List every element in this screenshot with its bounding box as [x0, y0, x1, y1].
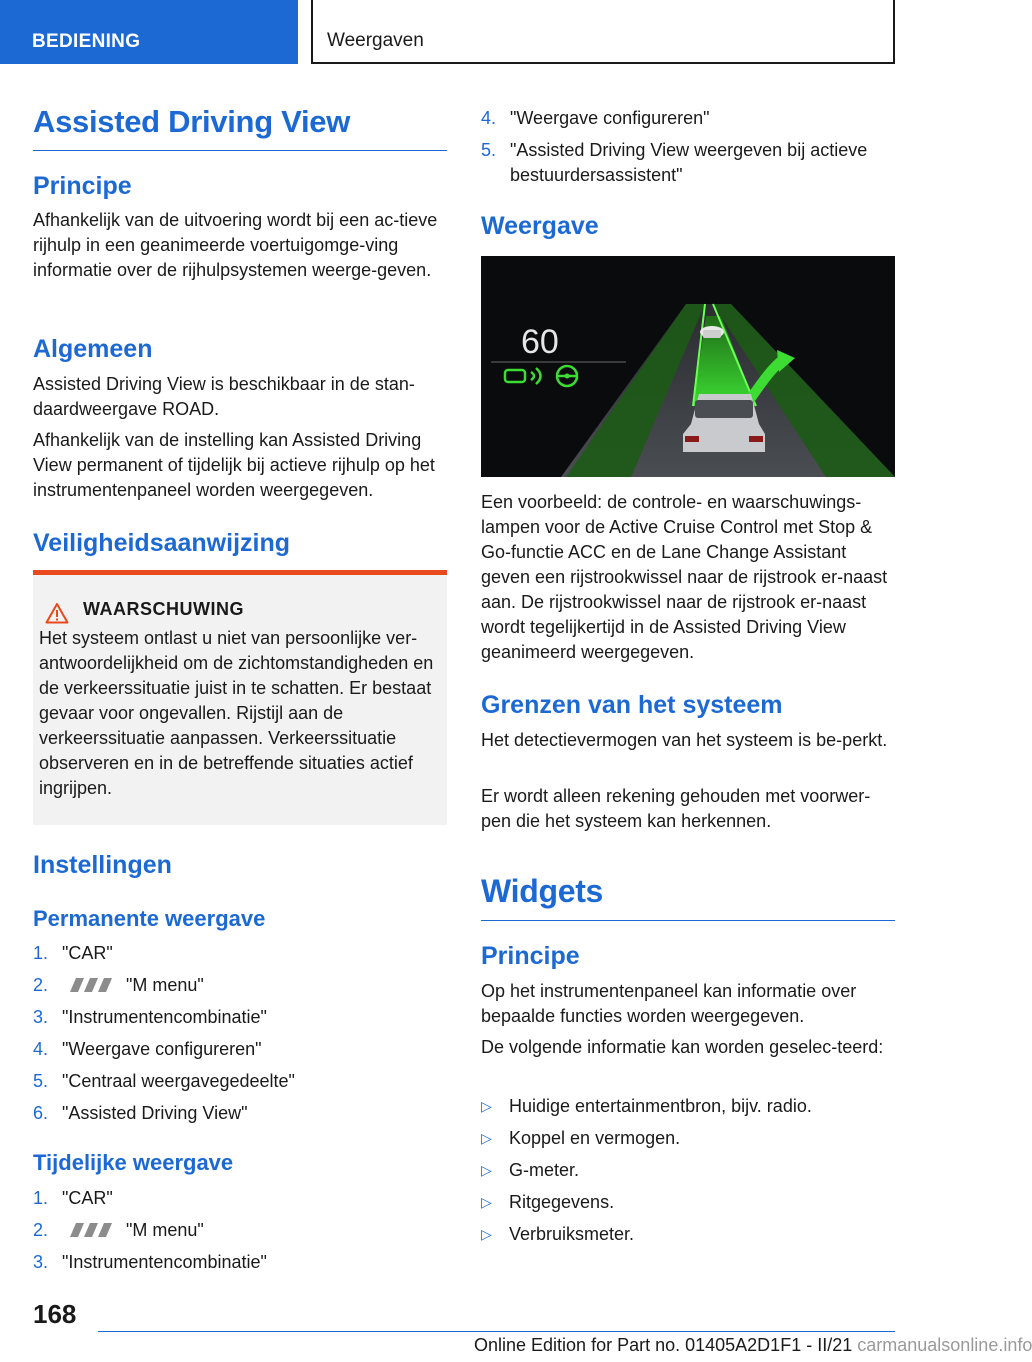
list-item	[33, 941, 447, 966]
tijdelijk-steps-list-continued	[481, 106, 895, 195]
chapter-tab: Weergaven	[311, 0, 895, 64]
weergave-heading: Weergave	[481, 212, 599, 240]
instellingen-heading: Instellingen	[33, 851, 172, 879]
warning-box	[33, 570, 447, 825]
m-menu-icon	[62, 1223, 116, 1237]
widgets-principe-heading: Principe	[481, 942, 580, 970]
page-number: 168	[33, 1299, 77, 1329]
list-item	[481, 138, 895, 188]
permanente-weergave-heading: Permanente weergave	[33, 906, 266, 931]
m-menu-icon	[62, 978, 116, 992]
footer-divider	[98, 1331, 895, 1332]
assisted-driving-view-figure	[481, 256, 895, 477]
step-text: "M menu"	[126, 1220, 204, 1240]
list-item-text: Koppel en vermogen.	[509, 1128, 681, 1148]
tijdelijk-steps-list	[33, 1186, 447, 1282]
step-text: "Assisted Driving View"	[62, 1103, 248, 1123]
algemeen-text-2: Afhankelijk van de instelling kan Assisted Driving View permanent of tijdelijk bij actieve rijhulp op het instrumentenpaneel worden weergegeven.	[33, 430, 435, 500]
bullet-triangle-icon: ▷	[481, 1226, 492, 1242]
list-item-text: Verbruiksmeter.	[509, 1224, 635, 1244]
algemeen-text-1: Assisted Driving View is beschikbaar in de stan-daardweergave ROAD.	[33, 374, 415, 419]
step-text: "M menu"	[126, 975, 204, 995]
list-item	[33, 1250, 447, 1275]
list-item	[33, 1037, 447, 1062]
widgets-list	[481, 1094, 895, 1254]
step-text: "Assisted Driving View weergeven bij actieve bestuurdersassistent"	[510, 140, 868, 185]
list-item	[33, 1069, 447, 1094]
step-number: 4.	[481, 108, 497, 128]
step-text: "Weergave configureren"	[62, 1039, 262, 1059]
cluster-illustration	[481, 256, 895, 477]
step-text: "Centraal weergavegedeelte"	[62, 1071, 295, 1091]
widgets-title: Widgets	[481, 873, 895, 921]
algemeen-heading: Algemeen	[33, 335, 153, 363]
step-text: "CAR"	[62, 943, 113, 963]
step-number: 1.	[33, 1188, 49, 1208]
warning-text: Het systeem ontlast u niet van persoonlijke ver-antwoordelijkheid om de zichtomstandigheden en de verkeerssituatie juist in te schatten. Er bestaat gevaar voor ongevallen. Rijstijl aan de verkeerssituatie aanpassen. Verkeerssituatie observeren en in de betreffende situaties actief ingrijpen.	[39, 628, 434, 798]
list-item-text: Ritgegevens.	[509, 1192, 615, 1212]
step-text: "Instrumentencombinatie"	[62, 1007, 267, 1027]
bullet-triangle-icon: ▷	[481, 1162, 492, 1178]
widgets-text-2: De volgende informatie kan worden geselec-teerd:	[481, 1037, 884, 1057]
step-number: 1.	[33, 943, 49, 963]
step-number: 3.	[33, 1007, 49, 1027]
list-item-text: Huidige entertainmentbron, bijv. radio.	[509, 1096, 812, 1116]
bullet-triangle-icon: ▷	[481, 1130, 492, 1146]
edition-text: Online Edition for Part no. 01405A2D1F1 - II/21	[474, 1335, 853, 1355]
list-item	[481, 1126, 895, 1151]
step-number: 3.	[33, 1252, 49, 1272]
step-text: "Instrumentencombinatie"	[62, 1252, 267, 1272]
list-item	[33, 1101, 447, 1126]
step-text: "Weergave configureren"	[510, 108, 710, 128]
site-watermark: carmanualsonline.info	[857, 1335, 1032, 1355]
step-text: "CAR"	[62, 1188, 113, 1208]
step-number: 5.	[33, 1071, 49, 1091]
footer-edition	[474, 1335, 1032, 1356]
step-number: 2.	[33, 1220, 49, 1240]
list-item	[33, 1218, 447, 1243]
grenzen-text-2: Er wordt alleen rekening gehouden met voorwer-pen die het systeem kan herkennen.	[481, 786, 871, 831]
grenzen-text-1: Het detectievermogen van het systeem is be-perkt.	[481, 730, 888, 750]
widgets-text-1: Op het instrumentenpaneel kan informatie over bepaalde functies worden weergegeven.	[481, 981, 857, 1026]
veiligheid-heading: Veiligheidsaanwijzing	[33, 529, 291, 557]
principe-text: Afhankelijk van de uitvoering wordt bij een ac-tieve rijhulp in een geanimeerde voertuigomge-ving informatie over de rijhulpsystemen weerge-geven.	[33, 210, 438, 280]
list-item	[33, 1186, 447, 1211]
permanent-steps-list	[33, 941, 447, 1133]
weergave-text: Een voorbeeld: de controle- en waarschuwings-lampen voor de Active Cruise Control met Stop & Go-functie ACC en de Lane Change Assistant geven een rijstrookwissel naar de rijstrook er-naast aan. De rijstrookwissel naar de rijstrook er-naast wordt tegelijkertijd in de Assisted Driving View geanimeerd weergegeven.	[481, 492, 888, 662]
list-item	[481, 1190, 895, 1215]
principe-heading: Principe	[33, 172, 132, 200]
speed-readout: 60	[521, 323, 559, 361]
list-item	[33, 973, 447, 998]
list-item	[481, 1158, 895, 1183]
grenzen-heading: Grenzen van het systeem	[481, 691, 783, 719]
step-number: 2.	[33, 975, 49, 995]
section-title: Assisted Driving View	[33, 104, 447, 151]
list-item	[481, 1094, 895, 1119]
bullet-triangle-icon: ▷	[481, 1194, 492, 1210]
list-item-text: G-meter.	[509, 1160, 580, 1180]
warning-triangle-icon	[45, 602, 69, 624]
list-item	[33, 1005, 447, 1030]
section-tab: BEDIENING	[0, 0, 298, 64]
list-item	[481, 106, 895, 131]
warning-title: WAARSCHUWING	[83, 599, 244, 619]
step-number: 4.	[33, 1039, 49, 1059]
bullet-triangle-icon: ▷	[481, 1098, 492, 1114]
list-item	[481, 1222, 895, 1247]
step-number: 6.	[33, 1103, 49, 1123]
step-number: 5.	[481, 140, 497, 160]
tijdelijke-weergave-heading: Tijdelijke weergave	[33, 1150, 234, 1175]
